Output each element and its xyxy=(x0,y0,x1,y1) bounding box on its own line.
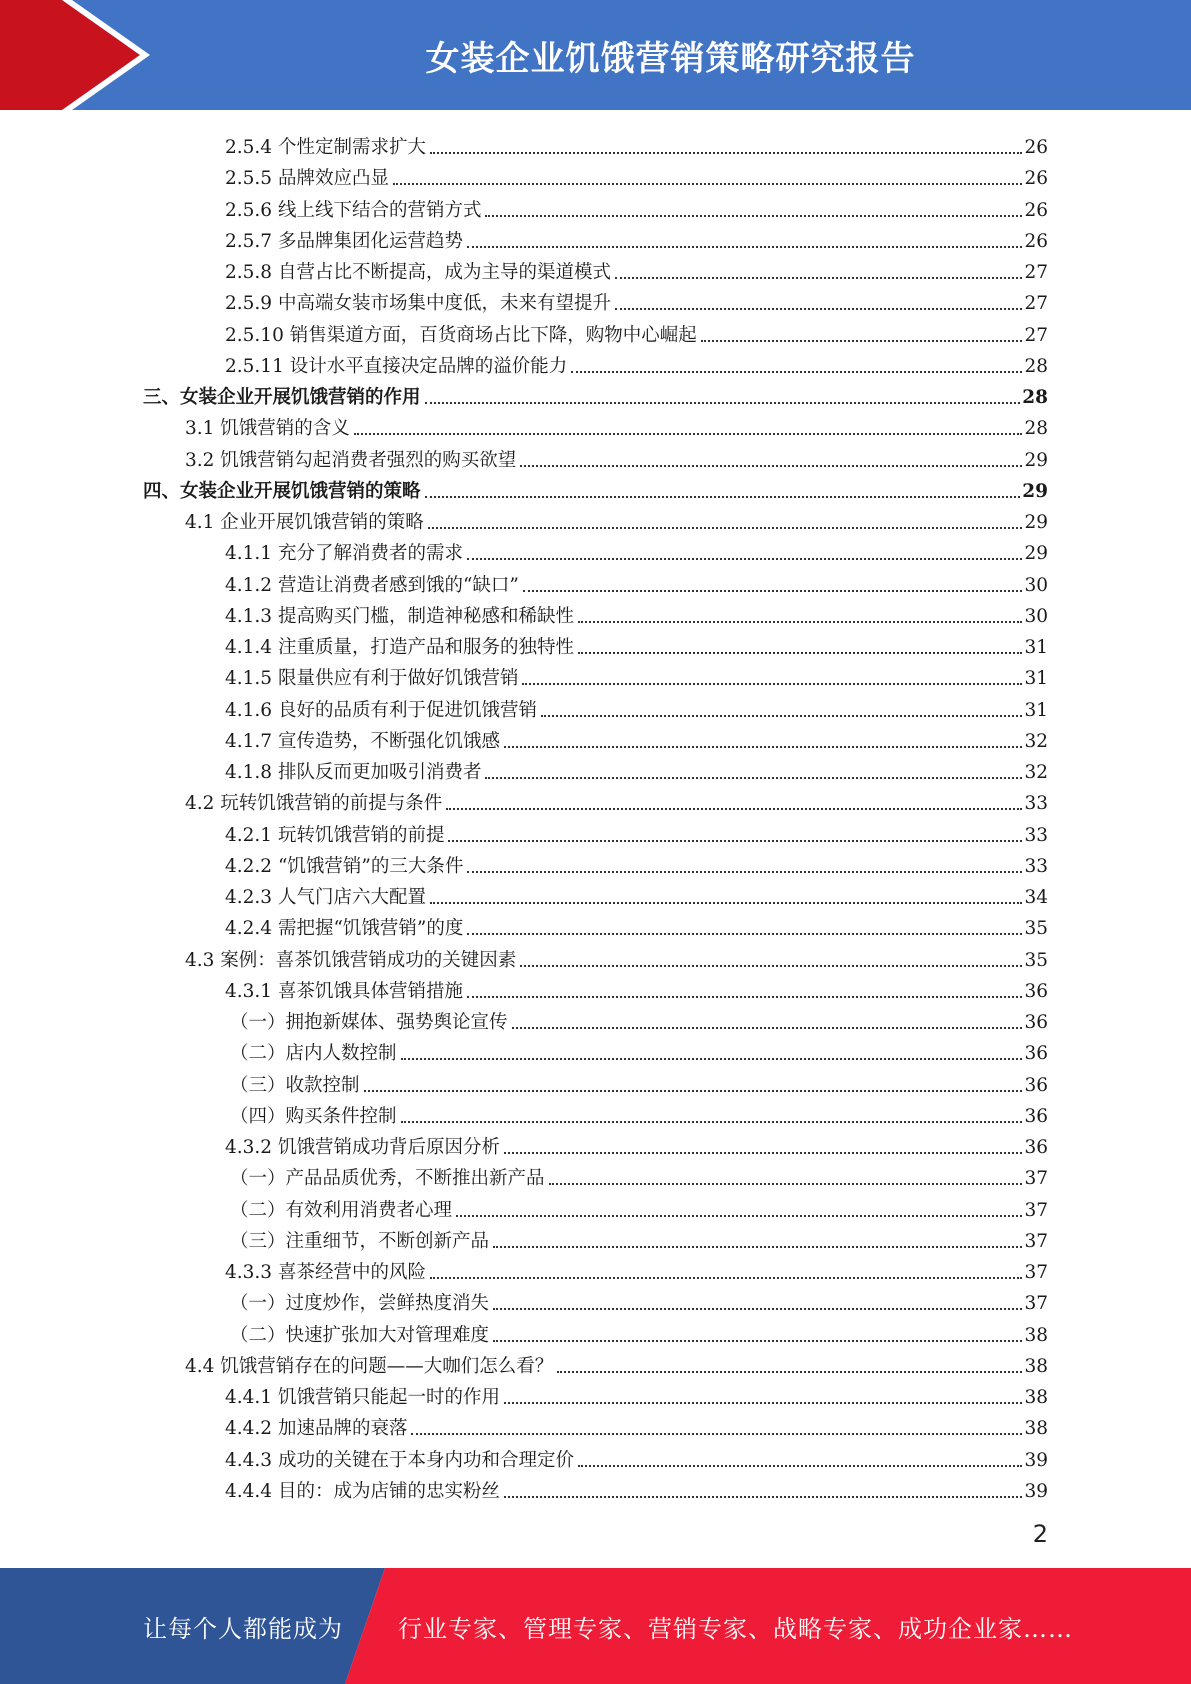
dot-leader xyxy=(523,588,1023,592)
toc-entry-label: 4.1.8 排队反而更加吸引消费者 xyxy=(225,762,482,783)
dot-leader xyxy=(485,775,1022,779)
dot-leader xyxy=(541,713,1022,717)
dot-leader xyxy=(520,463,1022,467)
toc-entry-page: 28 xyxy=(1024,355,1048,377)
toc-entry[interactable] xyxy=(225,159,1048,190)
dot-leader xyxy=(467,869,1022,873)
toc-entry[interactable] xyxy=(225,222,1048,253)
toc-entry-page: 35 xyxy=(1024,918,1048,940)
dot-leader xyxy=(364,1088,1023,1092)
dot-leader xyxy=(401,1119,1023,1123)
toc-entry-label: 2.5.7 多品牌集团化运营趋势 xyxy=(225,230,463,252)
page-footer xyxy=(0,1568,1191,1684)
toc-entry-label: 4.1.2 营造让消费者感到饿的“缺口” xyxy=(225,574,519,596)
toc-entry-label: 4.2.3 人气门店六大配置 xyxy=(225,887,426,908)
toc-entry[interactable] xyxy=(230,1222,1048,1253)
toc-entry-label: 三、女装企业开展饥饿营销的作用 xyxy=(143,387,421,408)
toc-entry-page: 36 xyxy=(1024,980,1048,1002)
toc-entry[interactable] xyxy=(185,409,1048,440)
toc-entry-label: 4.3 案例：喜茶饥饿营销成功的关键因素 xyxy=(185,949,517,971)
toc-entry-page: 38 xyxy=(1024,1324,1048,1346)
toc-entry-label: 4.1 企业开展饥饿营销的策略 xyxy=(185,512,424,533)
footer-slogan-left: 让每个人都能成为 xyxy=(143,1614,343,1643)
toc-entry[interactable] xyxy=(225,253,1048,284)
toc-entry[interactable] xyxy=(225,1409,1048,1440)
toc-entry-label: 4.4 饥饿营销存在的问题——大咖们怎么看？ xyxy=(185,1355,554,1377)
dot-leader xyxy=(578,1463,1022,1467)
toc-entry-label: （二）快速扩张加大对管理难度 xyxy=(230,1324,490,1346)
toc-entry[interactable] xyxy=(230,1191,1048,1222)
toc-entry-page: 31 xyxy=(1024,699,1048,721)
toc-entry[interactable] xyxy=(225,534,1048,565)
toc-entry-label: 3.2 饥饿营销勾起消费者强烈的购买欲望 xyxy=(185,449,517,471)
toc-entry-page: 29 xyxy=(1024,512,1048,533)
toc-entry[interactable] xyxy=(225,1253,1048,1284)
toc-entry-page: 39 xyxy=(1024,1480,1048,1502)
toc-entry[interactable] xyxy=(185,441,1048,472)
toc-entry-label: （一）产品品质优秀，不断推出新产品 xyxy=(230,1168,545,1190)
dot-leader xyxy=(467,556,1022,560)
toc-entry-page: 32 xyxy=(1024,730,1048,752)
toc-entry-page: 32 xyxy=(1024,762,1048,783)
dot-leader xyxy=(430,150,1022,154)
toc-entry-label: 4.1.4 注重质量，打造产品和服务的独特性 xyxy=(225,637,574,658)
toc-entry[interactable] xyxy=(225,1378,1048,1409)
toc-entry-label: 4.1.6 良好的品质有利于促进饥饿营销 xyxy=(225,699,537,721)
dot-leader xyxy=(425,494,1021,498)
dot-leader xyxy=(446,806,1022,810)
dot-leader xyxy=(467,931,1022,935)
dot-leader xyxy=(578,650,1022,654)
toc-entry[interactable] xyxy=(225,909,1048,940)
footer-slogan-right: 行业专家、管理专家、营销专家、战略专家、成功企业家…… xyxy=(398,1614,1073,1643)
toc-entry-label: （一）拥抱新媒体、强势舆论宣传 xyxy=(230,1012,508,1033)
toc-entry-page: 39 xyxy=(1024,1449,1048,1471)
chevron-arrow-icon xyxy=(0,0,160,110)
toc-entry-label: 4.4.3 成功的关键在于本身内功和合理定价 xyxy=(225,1449,574,1471)
toc-entry-page: 37 xyxy=(1024,1168,1048,1190)
toc-entry-label: 4.1.3 提高购买门槛，制造神秘感和稀缺性 xyxy=(225,605,574,627)
toc-entry[interactable] xyxy=(225,691,1048,722)
toc-entry-page: 26 xyxy=(1024,168,1048,190)
toc-entry[interactable] xyxy=(225,659,1048,690)
toc-entry-page: 37 xyxy=(1024,1293,1048,1315)
dot-leader xyxy=(557,1369,1022,1373)
toc-entry[interactable] xyxy=(230,1284,1048,1315)
toc-entry-label: 2.5.6 线上线下结合的营销方式 xyxy=(225,199,482,221)
toc-entry[interactable] xyxy=(225,847,1048,878)
toc-entry-page: 38 xyxy=(1024,1418,1048,1440)
toc-entry-label: 4.4.1 饥饿营销只能起一时的作用 xyxy=(225,1387,500,1408)
toc-entry-label: （三）注重细节，不断创新产品 xyxy=(230,1230,490,1252)
dot-leader xyxy=(485,213,1022,217)
toc-entry-label: 3.1 饥饿营销的含义 xyxy=(185,418,350,440)
toc-entry-page: 36 xyxy=(1024,1012,1048,1033)
toc-entry[interactable] xyxy=(225,753,1048,784)
toc-entry-label: （二）店内人数控制 xyxy=(230,1043,397,1065)
dot-leader xyxy=(578,619,1022,623)
toc-entry-page: 34 xyxy=(1024,887,1048,908)
toc-entry-page: 30 xyxy=(1024,574,1048,596)
toc-entry-page: 36 xyxy=(1024,1105,1048,1127)
toc-entry-page: 36 xyxy=(1024,1074,1048,1096)
dot-leader xyxy=(504,1400,1022,1404)
toc-entry-label: 4.2.1 玩转饥饿营销的前提 xyxy=(225,824,445,846)
toc-entry-page: 37 xyxy=(1024,1262,1048,1283)
dot-leader xyxy=(467,994,1022,998)
toc-entry[interactable] xyxy=(225,722,1048,753)
toc-entry[interactable] xyxy=(230,1034,1048,1065)
toc-entry-label: （四）购买条件控制 xyxy=(230,1105,397,1127)
toc-entry-page: 27 xyxy=(1024,324,1048,346)
dot-leader xyxy=(393,181,1022,185)
toc-entry-label: 4.1.5 限量供应有利于做好饥饿营销 xyxy=(225,668,519,690)
toc-entry-label: 2.5.5 品牌效应凸显 xyxy=(225,168,389,190)
toc-entry-page: 26 xyxy=(1024,199,1048,221)
toc-entry-label: 4.2.2 “饥饿营销”的三大条件 xyxy=(225,855,464,877)
page-header xyxy=(0,0,1191,110)
toc-entry[interactable] xyxy=(143,472,1048,503)
dot-leader xyxy=(701,338,1023,342)
toc-entry[interactable] xyxy=(225,191,1048,222)
dot-leader xyxy=(425,400,1021,404)
dot-leader xyxy=(520,963,1022,967)
dot-leader xyxy=(504,744,1022,748)
document-title: 女装企业饥饿营销策略研究报告 xyxy=(425,38,916,79)
dot-leader xyxy=(467,244,1022,248)
dot-leader xyxy=(354,431,1023,435)
toc-entry[interactable] xyxy=(230,1097,1048,1128)
toc-entry-page: 31 xyxy=(1024,668,1048,690)
toc-entry-label: 4.4.4 目的：成为店铺的忠实粉丝 xyxy=(225,1480,500,1502)
toc-entry[interactable] xyxy=(230,1066,1048,1097)
toc-entry-label: 2.5.4 个性定制需求扩大 xyxy=(225,137,426,158)
toc-entry-page: 33 xyxy=(1024,793,1048,815)
toc-entry-label: 4.3.3 喜茶经营中的风险 xyxy=(225,1262,426,1283)
dot-leader xyxy=(448,838,1022,842)
toc-entry-label: 4.4.2 加速品牌的衰落 xyxy=(225,1418,408,1440)
toc-entry-label: 4.2.4 需把握“饥饿营销”的度 xyxy=(225,918,464,940)
toc-entry-page: 28 xyxy=(1022,387,1048,408)
toc-entry-page: 33 xyxy=(1024,824,1048,846)
toc-entry-label: 2.5.8 自营占比不断提高，成为主导的渠道模式 xyxy=(225,262,611,283)
toc-entry[interactable] xyxy=(230,1159,1048,1190)
toc-entry-page: 27 xyxy=(1024,293,1048,315)
toc-entry-page: 36 xyxy=(1024,1137,1048,1158)
dot-leader xyxy=(522,681,1022,685)
toc-entry[interactable] xyxy=(225,878,1048,909)
toc-entry[interactable] xyxy=(225,628,1048,659)
toc-entry[interactable] xyxy=(143,378,1048,409)
toc-entry[interactable] xyxy=(185,784,1048,815)
toc-entry[interactable] xyxy=(225,566,1048,597)
toc-entry-label: 2.5.9 中高端女装市场集中度低，未来有望提升 xyxy=(225,293,611,315)
toc-entry-label: 4.1.7 宣传造势，不断强化饥饿感 xyxy=(225,730,500,752)
toc-entry-page: 27 xyxy=(1024,262,1048,283)
toc-entry[interactable] xyxy=(225,284,1048,315)
toc-entry-label: 4.2 玩转饥饿营销的前提与条件 xyxy=(185,793,443,815)
toc-entry-page: 29 xyxy=(1022,480,1048,502)
toc-entry-page: 30 xyxy=(1024,605,1048,627)
toc-entry-label: 4.3.1 喜茶饥饿具体营销措施 xyxy=(225,980,463,1002)
toc-entry-label: 2.5.11 设计水平直接决定品牌的溢价能力 xyxy=(225,355,568,377)
toc-entry[interactable] xyxy=(225,316,1048,347)
toc-entry[interactable] xyxy=(225,128,1048,159)
toc-entry[interactable] xyxy=(225,972,1048,1003)
toc-entry-page: 35 xyxy=(1024,949,1048,971)
dot-leader xyxy=(571,369,1022,373)
toc-entry[interactable] xyxy=(225,1128,1048,1159)
toc-entry[interactable] xyxy=(230,1003,1048,1034)
toc-entry[interactable] xyxy=(225,597,1048,628)
toc-entry[interactable] xyxy=(225,1441,1048,1472)
dot-leader xyxy=(430,900,1022,904)
toc-entry[interactable] xyxy=(225,816,1048,847)
dot-leader xyxy=(493,1244,1022,1248)
toc-entry-page: 26 xyxy=(1024,137,1048,158)
dot-leader xyxy=(456,1213,1022,1217)
dot-leader xyxy=(411,1431,1022,1435)
dot-leader xyxy=(504,1150,1022,1154)
dot-leader xyxy=(401,1056,1023,1060)
toc-entry-page: 36 xyxy=(1024,1043,1048,1065)
toc-entry-page: 38 xyxy=(1024,1355,1048,1377)
toc-entry-label: 4.1.1 充分了解消费者的需求 xyxy=(225,543,463,565)
toc-entry-label: 四、女装企业开展饥饿营销的策略 xyxy=(143,480,421,502)
toc-entry[interactable] xyxy=(225,1472,1048,1503)
toc-entry-page: 38 xyxy=(1024,1387,1048,1408)
toc-entry[interactable] xyxy=(185,503,1048,534)
dot-leader xyxy=(615,275,1022,279)
toc-entry-page: 37 xyxy=(1024,1199,1048,1221)
dot-leader xyxy=(615,306,1022,310)
toc-entry[interactable] xyxy=(185,941,1048,972)
toc-entry-page: 29 xyxy=(1024,543,1048,565)
toc-entry-label: （三）收款控制 xyxy=(230,1074,360,1096)
dot-leader xyxy=(430,1275,1022,1279)
toc-entry-page: 29 xyxy=(1024,449,1048,471)
toc-entry-page: 33 xyxy=(1024,855,1048,877)
toc-entry[interactable] xyxy=(225,347,1048,378)
dot-leader xyxy=(512,1025,1023,1029)
page-number: 2 xyxy=(1032,1520,1048,1548)
toc-entry-label: （二）有效利用消费者心理 xyxy=(230,1199,453,1221)
dot-leader xyxy=(504,1494,1022,1498)
toc-entry-label: （一）过度炒作，尝鲜热度消失 xyxy=(230,1293,490,1315)
toc-entry-page: 37 xyxy=(1024,1230,1048,1252)
toc-entry-page: 26 xyxy=(1024,230,1048,252)
toc-entry[interactable] xyxy=(230,1316,1048,1347)
toc-entry-page: 28 xyxy=(1024,418,1048,440)
toc-entry-label: 2.5.10 销售渠道方面，百货商场占比下降，购物中心崛起 xyxy=(225,324,697,346)
dot-leader xyxy=(549,1181,1023,1185)
toc-entry-label: 4.3.2 饥饿营销成功背后原因分析 xyxy=(225,1137,500,1158)
toc-entry-page: 31 xyxy=(1024,637,1048,658)
toc-entry[interactable] xyxy=(185,1347,1048,1378)
dot-leader xyxy=(428,525,1023,529)
dot-leader xyxy=(493,1338,1022,1342)
dot-leader xyxy=(493,1306,1022,1310)
